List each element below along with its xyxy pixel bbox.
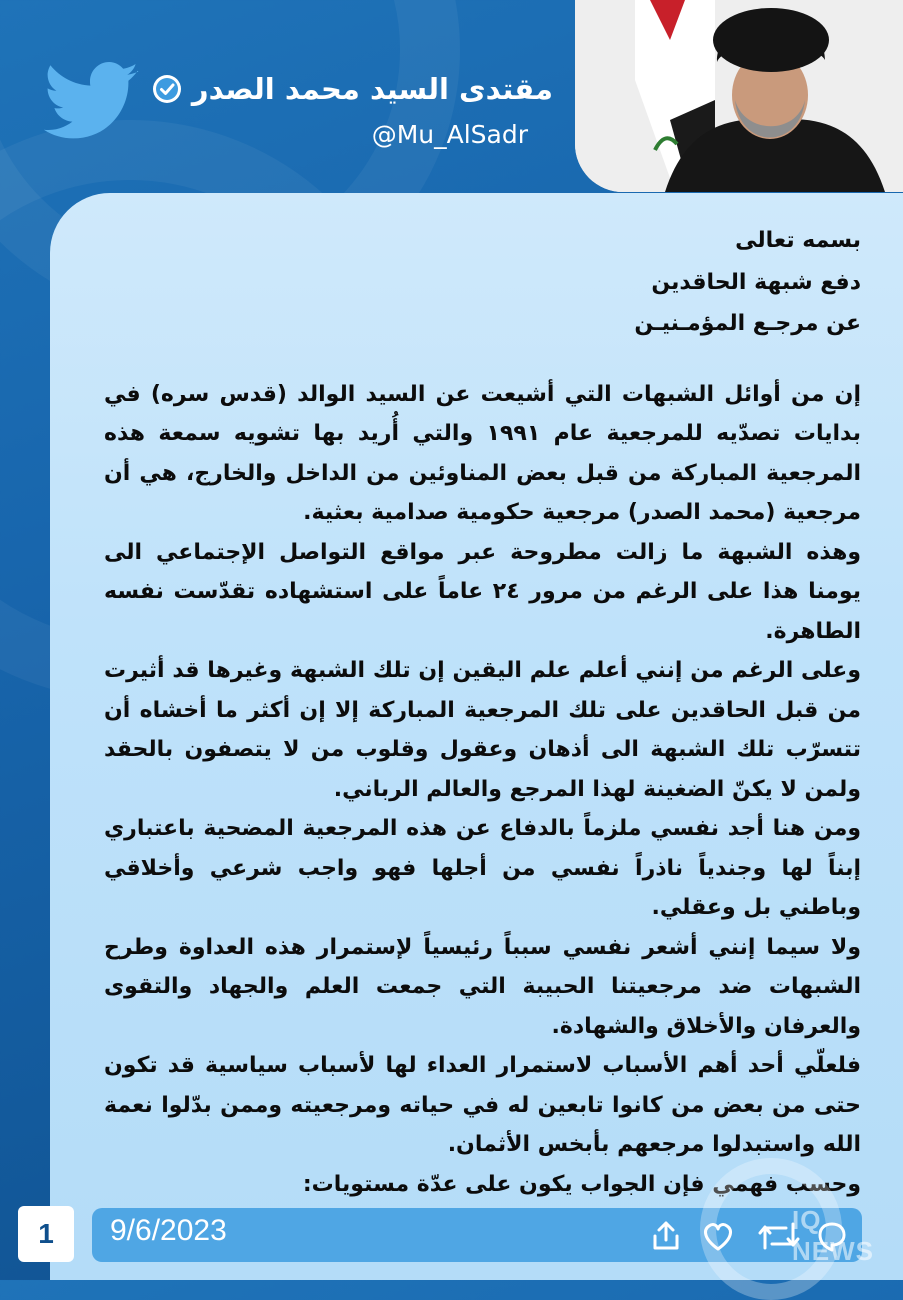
- verified-badge-icon: [152, 74, 182, 104]
- post-paragraphs: [104, 375, 861, 1205]
- profile-name[interactable]: مقتدى السيد محمد الصدر: [191, 72, 553, 106]
- avatar: [575, 0, 903, 192]
- post-paragraph: وحسب فهمي فإن الجواب يكون على عدّة مستويات:: [302, 1171, 861, 1197]
- profile-name-row: [152, 72, 553, 106]
- post-body: [104, 220, 861, 1204]
- post-paragraph: وهذه الشبهة ما زالت مطروحة عبر مواقع التواصل الإجتماعي الى يومنا هذا على الرغم من مرور ٢٤ عاماً على استشهاده تقدّست نفسه الطاهرة.: [104, 539, 861, 644]
- twitter-bird-icon: [44, 62, 140, 142]
- post-paragraph: فلعلّي أحد أهم الأسباب لاستمرار العداء لها لأسباب سياسية قد تكون حتى من بعض من كانوا تابعين له في حياته ومرجعيته وممن بدّلوا نعمة الله واستبدلوا مرجعهم بأبخس الأثمان.: [104, 1053, 861, 1157]
- profile-header: [0, 0, 903, 200]
- tweet-date: 9/6/2023: [110, 1214, 227, 1247]
- post-paragraph: ومن هنا أجد نفسي ملزماً بالدفاع عن هذه المرجعية المضحية باعتباري إبناً لها وجندياً ناذراً نفسي من أجلها فهو واجب شرعي وأخلاقي وباطني بل وعقلي.: [104, 816, 861, 920]
- profile-handle[interactable]: @Mu_AlSadr: [371, 120, 528, 149]
- share-icon[interactable]: [648, 1218, 684, 1254]
- post-paragraph: إن من أوائل الشبهات التي أشيعت عن السيد الوالد (قدس سره) في بدايات تصدّيه للمرجعية عام ١٩٩١ والتي أُريد بها تشويه سمعة هذه المرجعية المباركة من قبل بعض المناوئين من الداخل والخارج، هي أن مرجعية (محمد الصدر) مرجعية حكومية صدامية بعثية.: [104, 381, 861, 525]
- post-title-line: بسمه تعالى: [735, 228, 861, 253]
- retweet-icon[interactable]: [756, 1218, 802, 1254]
- watermark-text: IQ NEWS: [792, 1205, 874, 1266]
- post-title-line: عن مرجـع المؤمـنيـن: [634, 311, 861, 336]
- post-paragraph: ولا سيما إنني أشعر نفسي سبباً رئيسياً لإستمرار هذه العداوة وطرح الشبهات ضد مرجعيتنا الحبيبة التي جمعت العلم والجهاد والتقوى والعرفان والأخلاق والشهادة.: [104, 934, 861, 1039]
- post-paragraph: وعلى الرغم من إنني أعلم علم اليقين إن تلك الشبهة وغيرها قد أثيرت من قبل الحاقدين على تلك المرجعية المباركة إلا إن أكثر ما أخشاه أن تتسرّب تلك الشبهة الى أذهان وعقول وقلوب من لا يتصفون بالحقد ولمن لا يكنّ الضغينة لهذا المرجع والعالم الرباني.: [104, 658, 861, 802]
- page-number-badge: 1: [18, 1206, 74, 1262]
- profile-photo: [575, 0, 903, 192]
- like-icon[interactable]: [700, 1218, 736, 1254]
- post-title-line: دفع شبهة الحاقدين: [651, 269, 861, 295]
- reply-icon[interactable]: [814, 1218, 850, 1254]
